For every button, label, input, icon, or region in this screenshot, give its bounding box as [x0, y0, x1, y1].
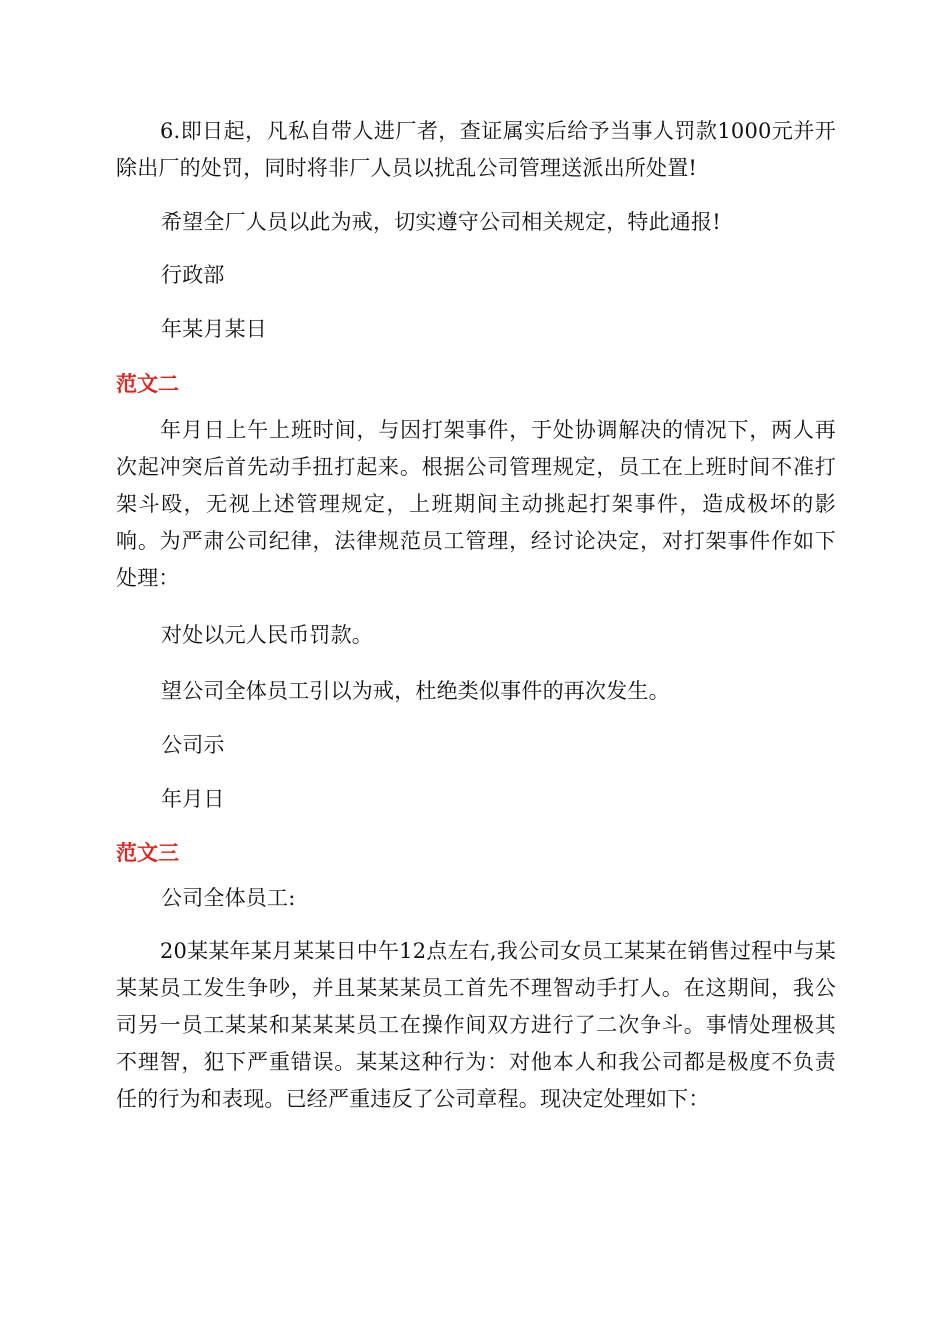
rule-6-paragraph: 6.即日起，凡私自带人进厂者，查证属实后给予当事人罚款1000元并开除出厂的处罚，同时将非厂人员以扰乱公司管理送派出所处置!: [116, 119, 836, 180]
section-3-heading: 范文三: [116, 841, 179, 865]
section-2-body-paragraph: 年月日上午上班时间，与因打架事件，于处协调解决的情况下，两人再次起冲突后首先动手扭打起来。根据公司管理规定，员工在上班时间不准打架斗殴，无视上述管理规定，上班期间主动挑起打架事件，造成极坏的影响。为严肃公司纪律，法律规范员工管理，经讨论决定，对打架事件作如下处理：: [116, 418, 836, 590]
section-2-penalty-paragraph: 对处以元人民币罚款。: [161, 623, 373, 647]
section-2-date: 年月日: [161, 787, 225, 811]
signature-date: 年某月某日: [161, 317, 267, 341]
section-3-body-paragraph: 20某某年某月某某日中午12点左右,我公司女员工某某在销售过程中与某某某员工发生争吵，并且某某某员工首先不理智动手打人。在这期间，我公司另一员工某某和某某某员工在操作间双方进行了二次争斗。事情处理极其不理智，犯下严重错误。某某这种行为：对他本人和我公司都是极度不负责任的行为和表现。已经严重违反了公司章程。现决定处理如下：: [116, 939, 836, 1111]
section-2-signature: 公司示: [161, 733, 225, 757]
section-2-heading: 范文二: [116, 372, 179, 396]
signature-department: 行政部: [161, 263, 225, 287]
warning-paragraph: 希望全厂人员以此为戒，切实遵守公司相关规定，特此通报!: [161, 210, 721, 234]
section-3-salutation: 公司全体员工:: [161, 886, 296, 910]
section-2-warning-paragraph: 望公司全体员工引以为戒，杜绝类似事件的再次发生。: [161, 679, 670, 703]
